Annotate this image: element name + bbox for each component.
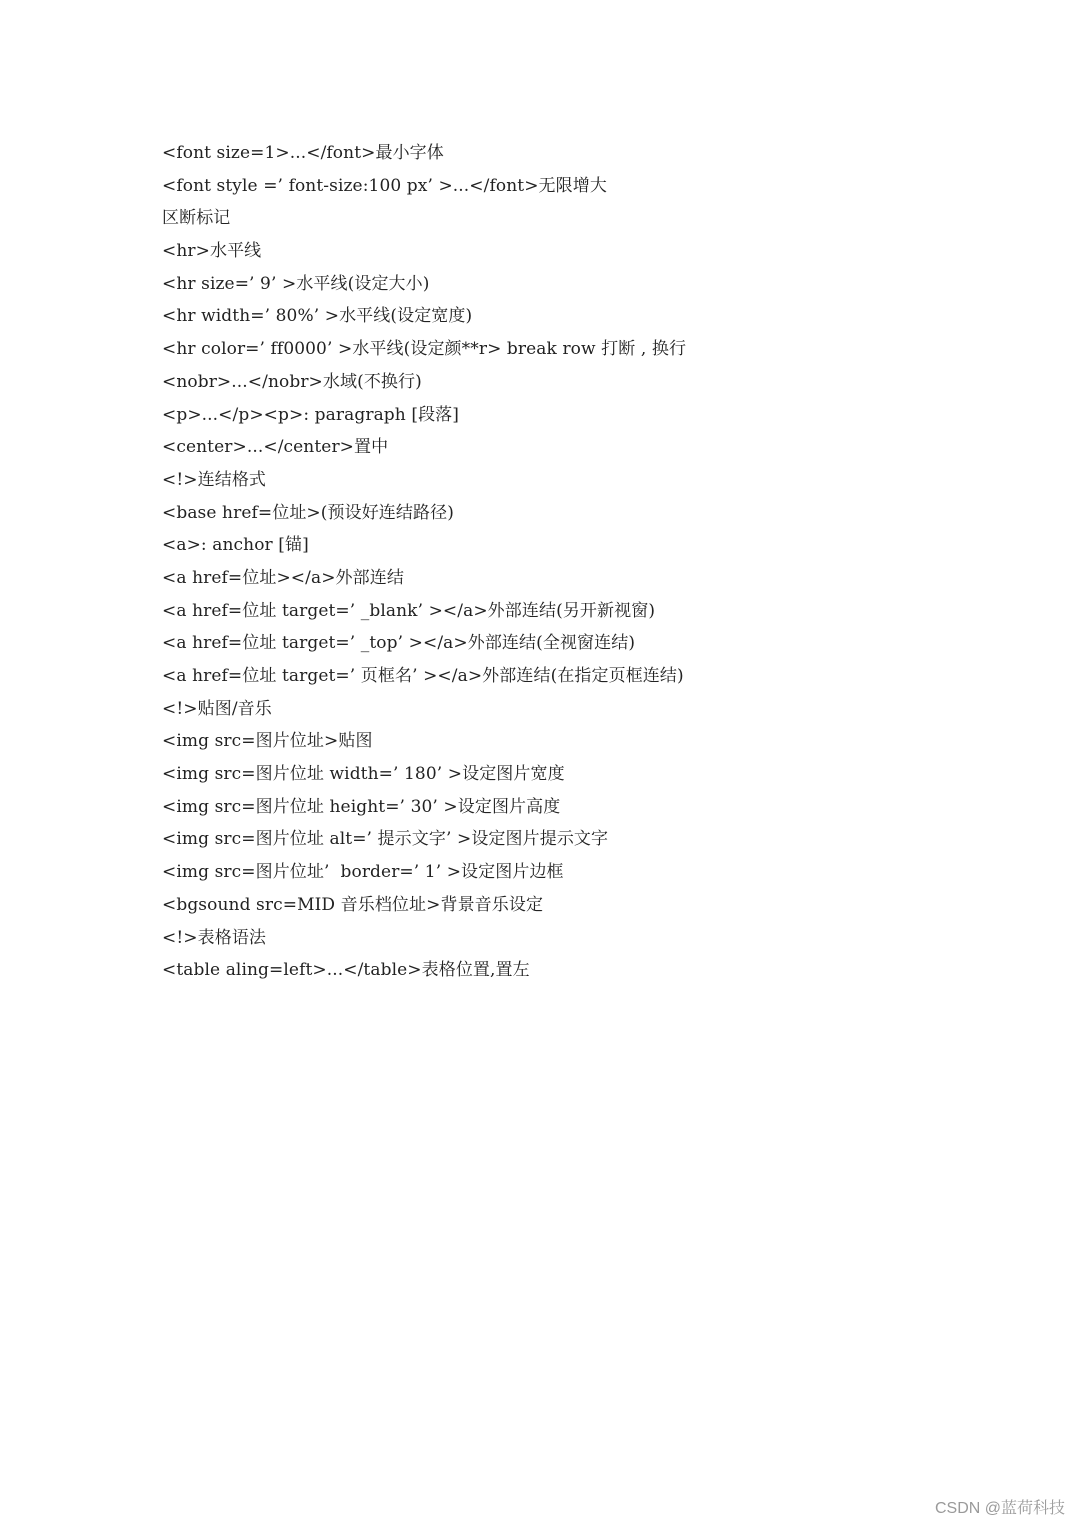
- text-line: <hr size=’ 9’ >水平线(设定大小): [162, 273, 430, 294]
- text-line: <a href=位址></a>外部连结: [162, 567, 404, 588]
- text-line: <img src=图片位址 width=’ 180’ >设定图片宽度: [162, 764, 565, 785]
- text-line: <a>: anchor [锚]: [162, 535, 309, 556]
- text-line: <a href=位址 target=’ _blank’ ></a>外部连结(另开新视窗): [162, 600, 656, 621]
- text-line: <!>连结格式: [162, 469, 267, 490]
- text-line: <table aling=left>...</table>表格位置,置左: [162, 960, 530, 981]
- text-line: <base href=位址>(预设好连结路径): [162, 502, 454, 523]
- text-line: <center>...</center>置中: [162, 437, 389, 458]
- text-line: <hr color=’ ff0000’ >水平线(设定颜**r> break row 打断 , 换行: [162, 339, 687, 360]
- text-line: <bgsound src=MID 音乐档位址>背景音乐设定: [162, 894, 544, 915]
- text-line: <img src=图片位址>贴图: [162, 731, 373, 752]
- text-line: <!>贴图/音乐: [162, 698, 272, 719]
- text-line: <font size=1>...</font>最小字体: [162, 143, 444, 163]
- document-body: [162, 137, 922, 987]
- text-line: <font style =’ font-size:100 px’ >...</font>无限增大: [162, 175, 607, 196]
- text-line: <hr>水平线: [162, 241, 262, 262]
- text-line: 区断标记: [162, 208, 231, 229]
- text-line: <a href=位址 target=’ _top’ ></a>外部连结(全视窗连结): [162, 633, 636, 654]
- text-line: <p>...</p><p>: paragraph [段落]: [162, 404, 460, 425]
- text-line: <img src=图片位址 height=’ 30’ >设定图片高度: [162, 796, 561, 817]
- text-line: <img src=图片位址 alt=’ 提示文字’ >设定图片提示文字: [162, 829, 609, 850]
- text-line: <nobr>...</nobr>水域(不换行): [162, 371, 422, 392]
- text-line: <a href=位址 target=’ 页框名’ ></a>外部连结(在指定页框连结): [162, 666, 684, 686]
- text-line: <hr width=’ 80%’ >水平线(设定宽度): [162, 306, 473, 327]
- text-line: <!>表格语法: [162, 927, 267, 948]
- watermark: CSDN @蓝荷科技: [934, 1500, 1065, 1517]
- text-line: <img src=图片位址’ border=’ 1’ >设定图片边框: [162, 862, 564, 883]
